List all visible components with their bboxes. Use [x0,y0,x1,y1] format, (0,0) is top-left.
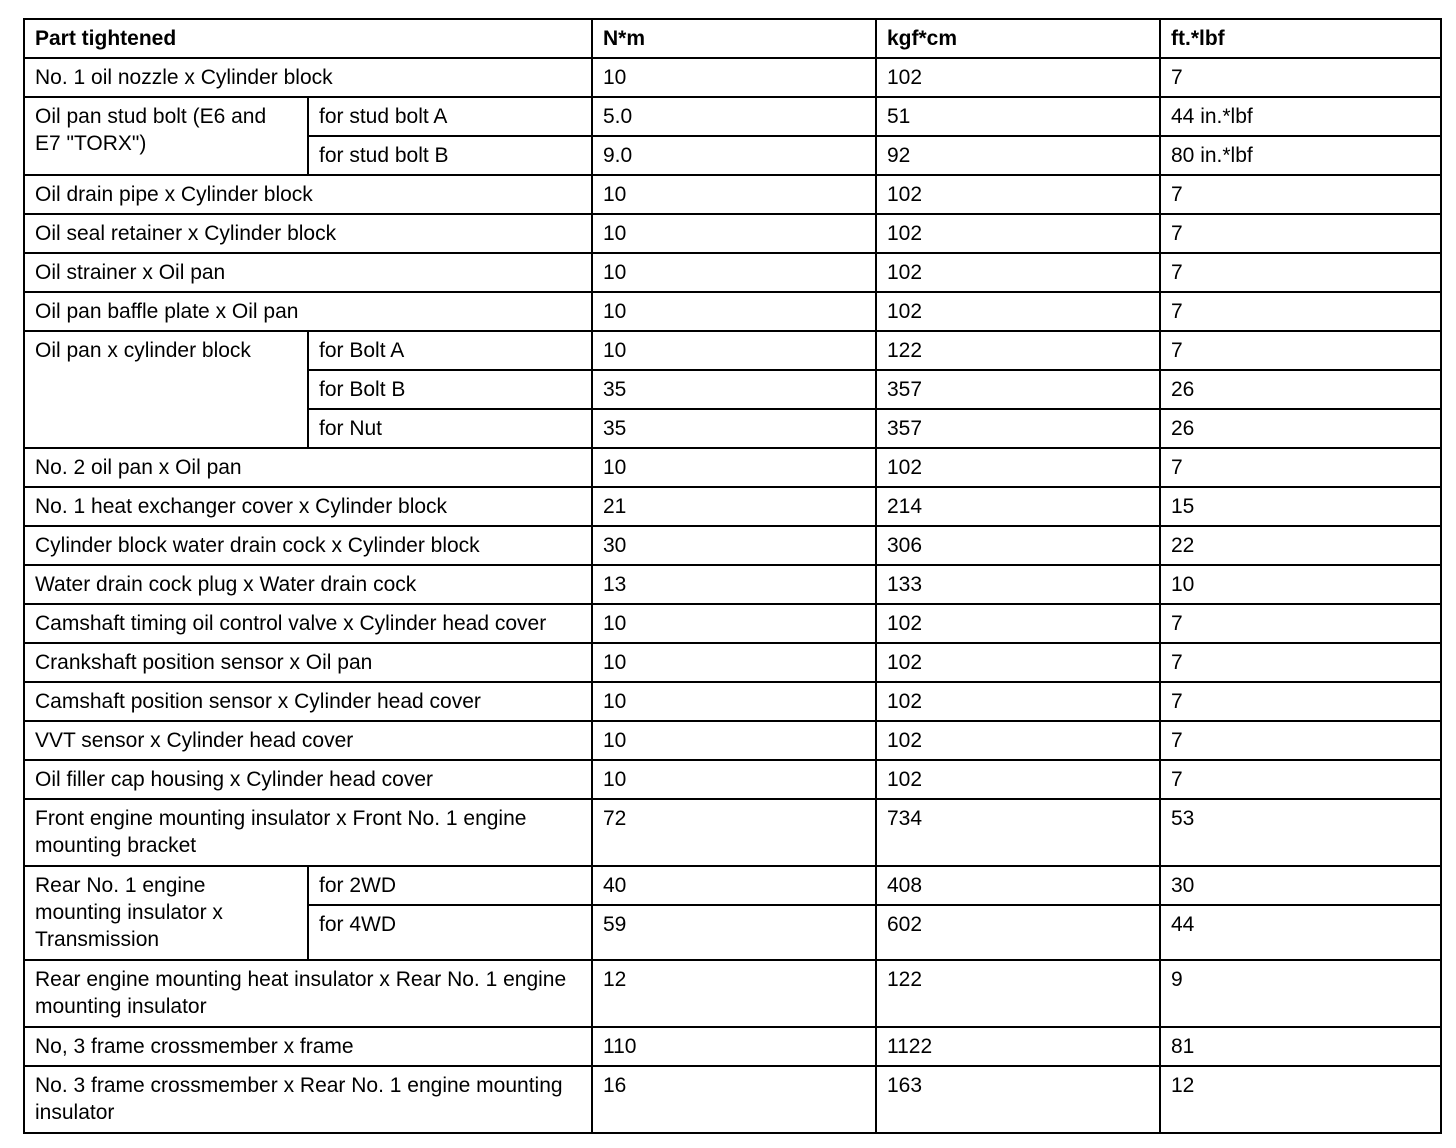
cell-kgf-cm: 163 [876,1066,1160,1133]
cell-nm: 10 [592,58,876,97]
table-row [24,58,1441,97]
cell-kgf-cm: 102 [876,58,1160,97]
cell-nm: 35 [592,409,876,448]
table-header-row [24,19,1441,58]
cell-ft-lbf: 22 [1160,526,1441,565]
cell-nm: 10 [592,604,876,643]
cell-kgf-cm: 306 [876,526,1160,565]
cell-ft-lbf: 7 [1160,331,1441,370]
torque-spec-table [23,18,1442,1134]
cell-subpart: for stud bolt B [308,136,592,175]
cell-ft-lbf: 7 [1160,253,1441,292]
cell-part: Oil filler cap housing x Cylinder head cover [24,760,592,799]
cell-ft-lbf: 44 in.*lbf [1160,97,1441,136]
table-row [24,253,1441,292]
cell-nm: 10 [592,292,876,331]
header-ft-lbf: ft.*lbf [1160,19,1441,58]
cell-nm: 40 [592,866,876,905]
cell-ft-lbf: 7 [1160,643,1441,682]
cell-kgf-cm: 122 [876,331,1160,370]
cell-part: No. 2 oil pan x Oil pan [24,448,592,487]
cell-kgf-cm: 102 [876,214,1160,253]
table-row [24,1066,1441,1133]
cell-ft-lbf: 44 [1160,905,1441,960]
cell-subpart: for stud bolt A [308,97,592,136]
cell-part: VVT sensor x Cylinder head cover [24,721,592,760]
table-row [24,721,1441,760]
cell-nm: 59 [592,905,876,960]
table-row [24,175,1441,214]
cell-part: No. 1 heat exchanger cover x Cylinder block [24,487,592,526]
table-row [24,214,1441,253]
cell-kgf-cm: 102 [876,175,1160,214]
cell-ft-lbf: 81 [1160,1027,1441,1066]
table-row [24,760,1441,799]
cell-kgf-cm: 1122 [876,1027,1160,1066]
cell-ft-lbf: 7 [1160,721,1441,760]
cell-part: Oil strainer x Oil pan [24,253,592,292]
table-row [24,960,1441,1027]
header-nm: N*m [592,19,876,58]
cell-ft-lbf: 7 [1160,58,1441,97]
cell-kgf-cm: 122 [876,960,1160,1027]
header-part-tightened: Part tightened [24,19,592,58]
cell-nm: 10 [592,721,876,760]
cell-part: No, 3 frame crossmember x frame [24,1027,592,1066]
cell-nm: 10 [592,331,876,370]
cell-kgf-cm: 357 [876,370,1160,409]
cell-nm: 110 [592,1027,876,1066]
cell-nm: 72 [592,799,876,866]
cell-ft-lbf: 53 [1160,799,1441,866]
table-row [24,331,1441,370]
cell-nm: 5.0 [592,97,876,136]
header-kgf-cm: kgf*cm [876,19,1160,58]
table-row [24,643,1441,682]
cell-nm: 35 [592,370,876,409]
cell-ft-lbf: 7 [1160,682,1441,721]
table-row [24,97,1441,136]
cell-kgf-cm: 734 [876,799,1160,866]
cell-part: Water drain cock plug x Water drain cock [24,565,592,604]
cell-kgf-cm: 102 [876,682,1160,721]
cell-nm: 30 [592,526,876,565]
cell-ft-lbf: 7 [1160,760,1441,799]
cell-part: No. 3 frame crossmember x Rear No. 1 engine mounting insulator [24,1066,592,1133]
cell-ft-lbf: 7 [1160,604,1441,643]
cell-ft-lbf: 26 [1160,409,1441,448]
cell-ft-lbf: 12 [1160,1066,1441,1133]
cell-nm: 10 [592,682,876,721]
cell-kgf-cm: 357 [876,409,1160,448]
cell-ft-lbf: 10 [1160,565,1441,604]
table-row [24,292,1441,331]
table-row [24,1027,1441,1066]
cell-kgf-cm: 214 [876,487,1160,526]
cell-part: Camshaft timing oil control valve x Cylinder head cover [24,604,592,643]
cell-part: Camshaft position sensor x Cylinder head cover [24,682,592,721]
cell-kgf-cm: 602 [876,905,1160,960]
cell-subpart: for 2WD [308,866,592,905]
cell-part: Oil pan baffle plate x Oil pan [24,292,592,331]
cell-ft-lbf: 9 [1160,960,1441,1027]
cell-nm: 12 [592,960,876,1027]
table-row [24,866,1441,905]
cell-kgf-cm: 102 [876,643,1160,682]
cell-nm: 9.0 [592,136,876,175]
cell-ft-lbf: 7 [1160,448,1441,487]
cell-nm: 10 [592,448,876,487]
table-row [24,487,1441,526]
table-row [24,448,1441,487]
cell-kgf-cm: 92 [876,136,1160,175]
cell-part: Front engine mounting insulator x Front No. 1 engine mounting bracket [24,799,592,866]
cell-part: Crankshaft position sensor x Oil pan [24,643,592,682]
table-row [24,604,1441,643]
cell-part: Oil pan stud bolt (E6 and E7 "TORX") [24,97,308,175]
cell-kgf-cm: 102 [876,721,1160,760]
cell-ft-lbf: 7 [1160,175,1441,214]
cell-kgf-cm: 102 [876,760,1160,799]
cell-ft-lbf: 26 [1160,370,1441,409]
cell-ft-lbf: 80 in.*lbf [1160,136,1441,175]
cell-kgf-cm: 102 [876,448,1160,487]
cell-subpart: for 4WD [308,905,592,960]
cell-part: Rear No. 1 engine mounting insulator x Transmission [24,866,308,960]
cell-part: Cylinder block water drain cock x Cylinder block [24,526,592,565]
cell-nm: 13 [592,565,876,604]
table-row [24,799,1441,866]
cell-kgf-cm: 408 [876,866,1160,905]
cell-nm: 10 [592,175,876,214]
cell-part: Oil drain pipe x Cylinder block [24,175,592,214]
cell-ft-lbf: 30 [1160,866,1441,905]
cell-ft-lbf: 7 [1160,214,1441,253]
cell-subpart: for Bolt B [308,370,592,409]
cell-part: Rear engine mounting heat insulator x Rear No. 1 engine mounting insulator [24,960,592,1027]
table-row [24,565,1441,604]
cell-nm: 10 [592,760,876,799]
cell-nm: 10 [592,214,876,253]
cell-kgf-cm: 102 [876,292,1160,331]
cell-part: Oil pan x cylinder block [24,331,308,448]
cell-kgf-cm: 133 [876,565,1160,604]
cell-kgf-cm: 102 [876,604,1160,643]
cell-part: No. 1 oil nozzle x Cylinder block [24,58,592,97]
table-row [24,526,1441,565]
cell-nm: 10 [592,643,876,682]
cell-subpart: for Bolt A [308,331,592,370]
cell-kgf-cm: 102 [876,253,1160,292]
cell-part: Oil seal retainer x Cylinder block [24,214,592,253]
cell-nm: 16 [592,1066,876,1133]
cell-nm: 21 [592,487,876,526]
cell-subpart: for Nut [308,409,592,448]
cell-ft-lbf: 15 [1160,487,1441,526]
cell-kgf-cm: 51 [876,97,1160,136]
cell-ft-lbf: 7 [1160,292,1441,331]
cell-nm: 10 [592,253,876,292]
table-row [24,682,1441,721]
